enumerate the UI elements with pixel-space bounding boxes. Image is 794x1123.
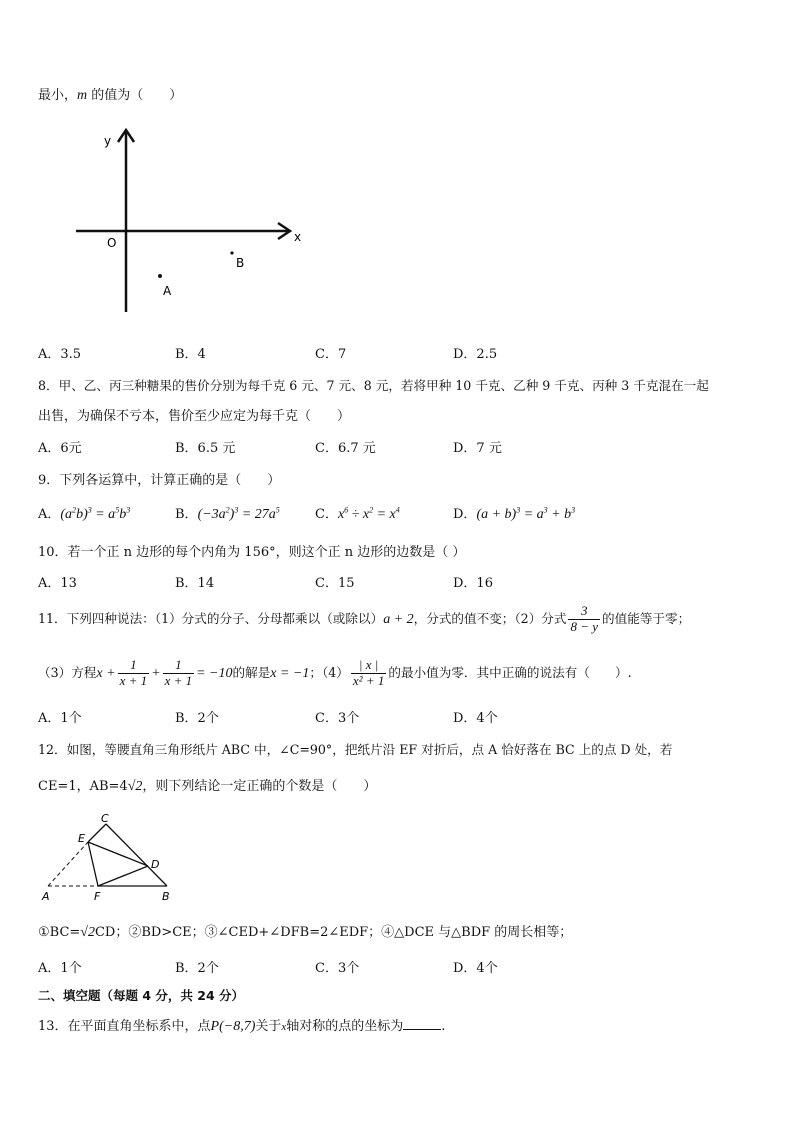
vertex-a-label: A	[42, 890, 50, 903]
q12-option-d[interactable]: D．4个	[453, 961, 498, 976]
q13-text-4: .	[441, 1019, 446, 1034]
q9-option-b-label: B．	[175, 507, 198, 522]
q10-option-a[interactable]: A．13	[38, 576, 77, 591]
triangle-figure	[36, 810, 186, 904]
q12-option-b[interactable]: B．2个	[175, 961, 219, 976]
q12-conclusion-sqrt-2: √2	[80, 925, 95, 940]
vertex-f-label: F	[94, 890, 101, 903]
vertex-c-label: C	[101, 812, 109, 825]
point-b	[230, 251, 233, 254]
segment-ed	[88, 842, 148, 866]
q11-fraction-1-num: 3	[568, 604, 600, 620]
q13-point: P(−8,7)	[210, 1019, 256, 1034]
q11-fraction-1-den: 8 − y	[570, 618, 599, 634]
q13-text-2: 关于	[255, 1019, 282, 1034]
q10-option-d[interactable]: D．16	[453, 576, 493, 591]
q11-text-4: （3）方程	[38, 664, 97, 680]
q9-option-a-expr: $(a^2b)^3 = a^5b^3$	[60, 505, 131, 522]
q8-stem-line-2: 出售，为确保不亏本，售价至少应定为每千克（ ）	[38, 409, 351, 424]
q11-stem-line-2	[38, 658, 632, 689]
y-label: y	[104, 134, 112, 148]
q7-option-c[interactable]: C．7	[315, 347, 347, 362]
q12-text-2: ，则下列结论一定正确的个数是（ ）	[142, 779, 377, 794]
q12-text-1: CE=1，AB=4	[38, 779, 128, 794]
q9-stem: 9．下列各运算中，计算正确的是（ ）	[38, 473, 281, 488]
q11-expr-a-plus-2: a + 2	[383, 611, 414, 627]
vertex-b-label: B	[162, 890, 170, 903]
point-b-label: B	[236, 256, 245, 270]
q11-text-3: 的值能等于零；	[602, 610, 691, 626]
q11-fraction-4-den: x² + 1	[352, 672, 385, 688]
q9-option-d[interactable]	[453, 503, 575, 523]
q13-text-1: 13．在平面直角坐标系中，点	[38, 1019, 211, 1034]
intro-text: 最小，	[38, 88, 78, 103]
q11-text-7: 的最小值为零．其中正确的说法有（ ）.	[388, 664, 632, 680]
coordinate-plane-figure	[60, 120, 320, 320]
q11-eq-fraction-1-num: 1	[118, 658, 150, 674]
q11-text-2: ，分式的值不变；（2）分式	[413, 610, 567, 626]
q10-stem: 10．若一个正 n 边形的每个内角为 156°，则这个正 n 边形的边数是（ ）	[38, 545, 466, 560]
q12-option-c[interactable]: C．3个	[315, 961, 360, 976]
q11-option-a[interactable]: A．1个	[38, 711, 82, 726]
q12-option-a[interactable]: A．1个	[38, 961, 82, 976]
q11-text-6: ；（4）	[309, 664, 349, 680]
segment-cb	[106, 824, 167, 886]
q9-option-c[interactable]	[315, 503, 400, 523]
q12-sqrt-2: √2	[127, 779, 143, 794]
q9-option-c-expr: $x^6 \div x^2 = x^4$	[337, 505, 400, 522]
origin-label: O	[107, 236, 117, 250]
point-a-label: A	[163, 284, 172, 298]
q8-option-d[interactable]: D．7 元	[453, 441, 502, 456]
q11-text-5: 的解是	[232, 664, 271, 680]
intro-line	[38, 84, 182, 104]
q12-stem-line-2	[38, 775, 376, 795]
q7-option-a[interactable]: A．3.5	[38, 347, 82, 362]
q7-option-b[interactable]: B．4	[175, 347, 206, 362]
q11-fraction-4	[351, 658, 386, 689]
q11-fraction-1	[568, 604, 600, 635]
q12-conclusions	[38, 921, 572, 941]
q11-text-1: 11．下列四种说法：（1）分式的分子、分母都乘以（或除以）	[38, 610, 384, 626]
q9-option-a[interactable]	[38, 503, 130, 523]
vertex-e-label: E	[78, 832, 85, 845]
x-label: x	[294, 230, 302, 244]
q11-eq-plus: +	[151, 665, 161, 681]
vertex-d-label: D	[151, 858, 160, 871]
q10-option-b[interactable]: B．14	[175, 576, 215, 591]
segment-fd	[98, 866, 148, 886]
q11-option-d[interactable]: D．4个	[453, 711, 498, 726]
intro-text-2: 的值为（ ）	[87, 88, 183, 103]
q9-option-d-expr: $(a + b)^3 = a^3 + b^3$	[476, 505, 576, 522]
point-a	[158, 274, 162, 278]
q11-stem-line-1	[38, 604, 690, 635]
q8-stem-line-1: 8．甲、乙、丙三种糖果的售价分别为每千克 6 元、7 元、8 元，若将甲种 10 千克、乙种 9 千克、丙种 3 千克混在一起	[38, 378, 709, 393]
q11-eq-fraction-1-den: x + 1	[119, 672, 148, 688]
q9-option-c-label: C．	[315, 507, 338, 522]
q11-eq-fraction-1	[118, 658, 150, 689]
q11-eq-x: x +	[96, 665, 116, 681]
q9-option-a-label: A．	[38, 507, 61, 522]
q11-eq-fraction-2	[163, 658, 195, 689]
segment-ec	[88, 824, 106, 842]
q11-option-c[interactable]: C．3个	[315, 711, 360, 726]
var-m: m	[77, 88, 88, 103]
q13-answer-blank[interactable]	[403, 1017, 441, 1030]
q9-option-d-label: D．	[453, 507, 477, 522]
q8-option-c[interactable]: C．6.7 元	[315, 441, 376, 456]
q11-fraction-4-num: | x |	[351, 658, 386, 674]
q11-eq-fraction-2-num: 1	[163, 658, 195, 674]
q13-axis: x	[281, 1021, 287, 1033]
q8-option-a[interactable]: A．6元	[38, 441, 82, 456]
q7-option-d[interactable]: D．2.5	[453, 347, 498, 362]
segment-ef	[88, 842, 98, 886]
q12-stem-line-1: 12．如图，等腰直角三角形纸片 ABC 中，∠C=90°，把纸片沿 EF 对折后，点 A 恰好落在 BC 上的点 D 处，若	[38, 742, 673, 757]
q12-conclusion-text-1: ①BC=	[38, 925, 81, 940]
q11-option-b[interactable]: B．2个	[175, 711, 219, 726]
q11-eq-rhs: = −10	[196, 665, 233, 681]
q13-stem	[38, 1015, 445, 1035]
q11-solution: x = −1	[270, 665, 310, 681]
q8-option-b[interactable]: B．6.5 元	[175, 441, 236, 456]
q9-option-b[interactable]	[175, 503, 280, 523]
q9-option-b-expr: $(-3a^2)^3 = 27a^5$	[197, 505, 280, 522]
q12-conclusion-text-2: CD；②BD>CE；③∠CED+∠DFB=2∠EDF；④△DCE 与△BDF 的周长相等；	[94, 925, 573, 940]
q10-option-c[interactable]: C．15	[315, 576, 355, 591]
section-2-heading: 二、填空题（每题 4 分，共 24 分）	[38, 988, 245, 1003]
q11-eq-fraction-2-den: x + 1	[164, 672, 193, 688]
q13-text-3: 轴对称的点的坐标为	[286, 1019, 404, 1034]
segment-ae-dashed	[48, 842, 88, 886]
